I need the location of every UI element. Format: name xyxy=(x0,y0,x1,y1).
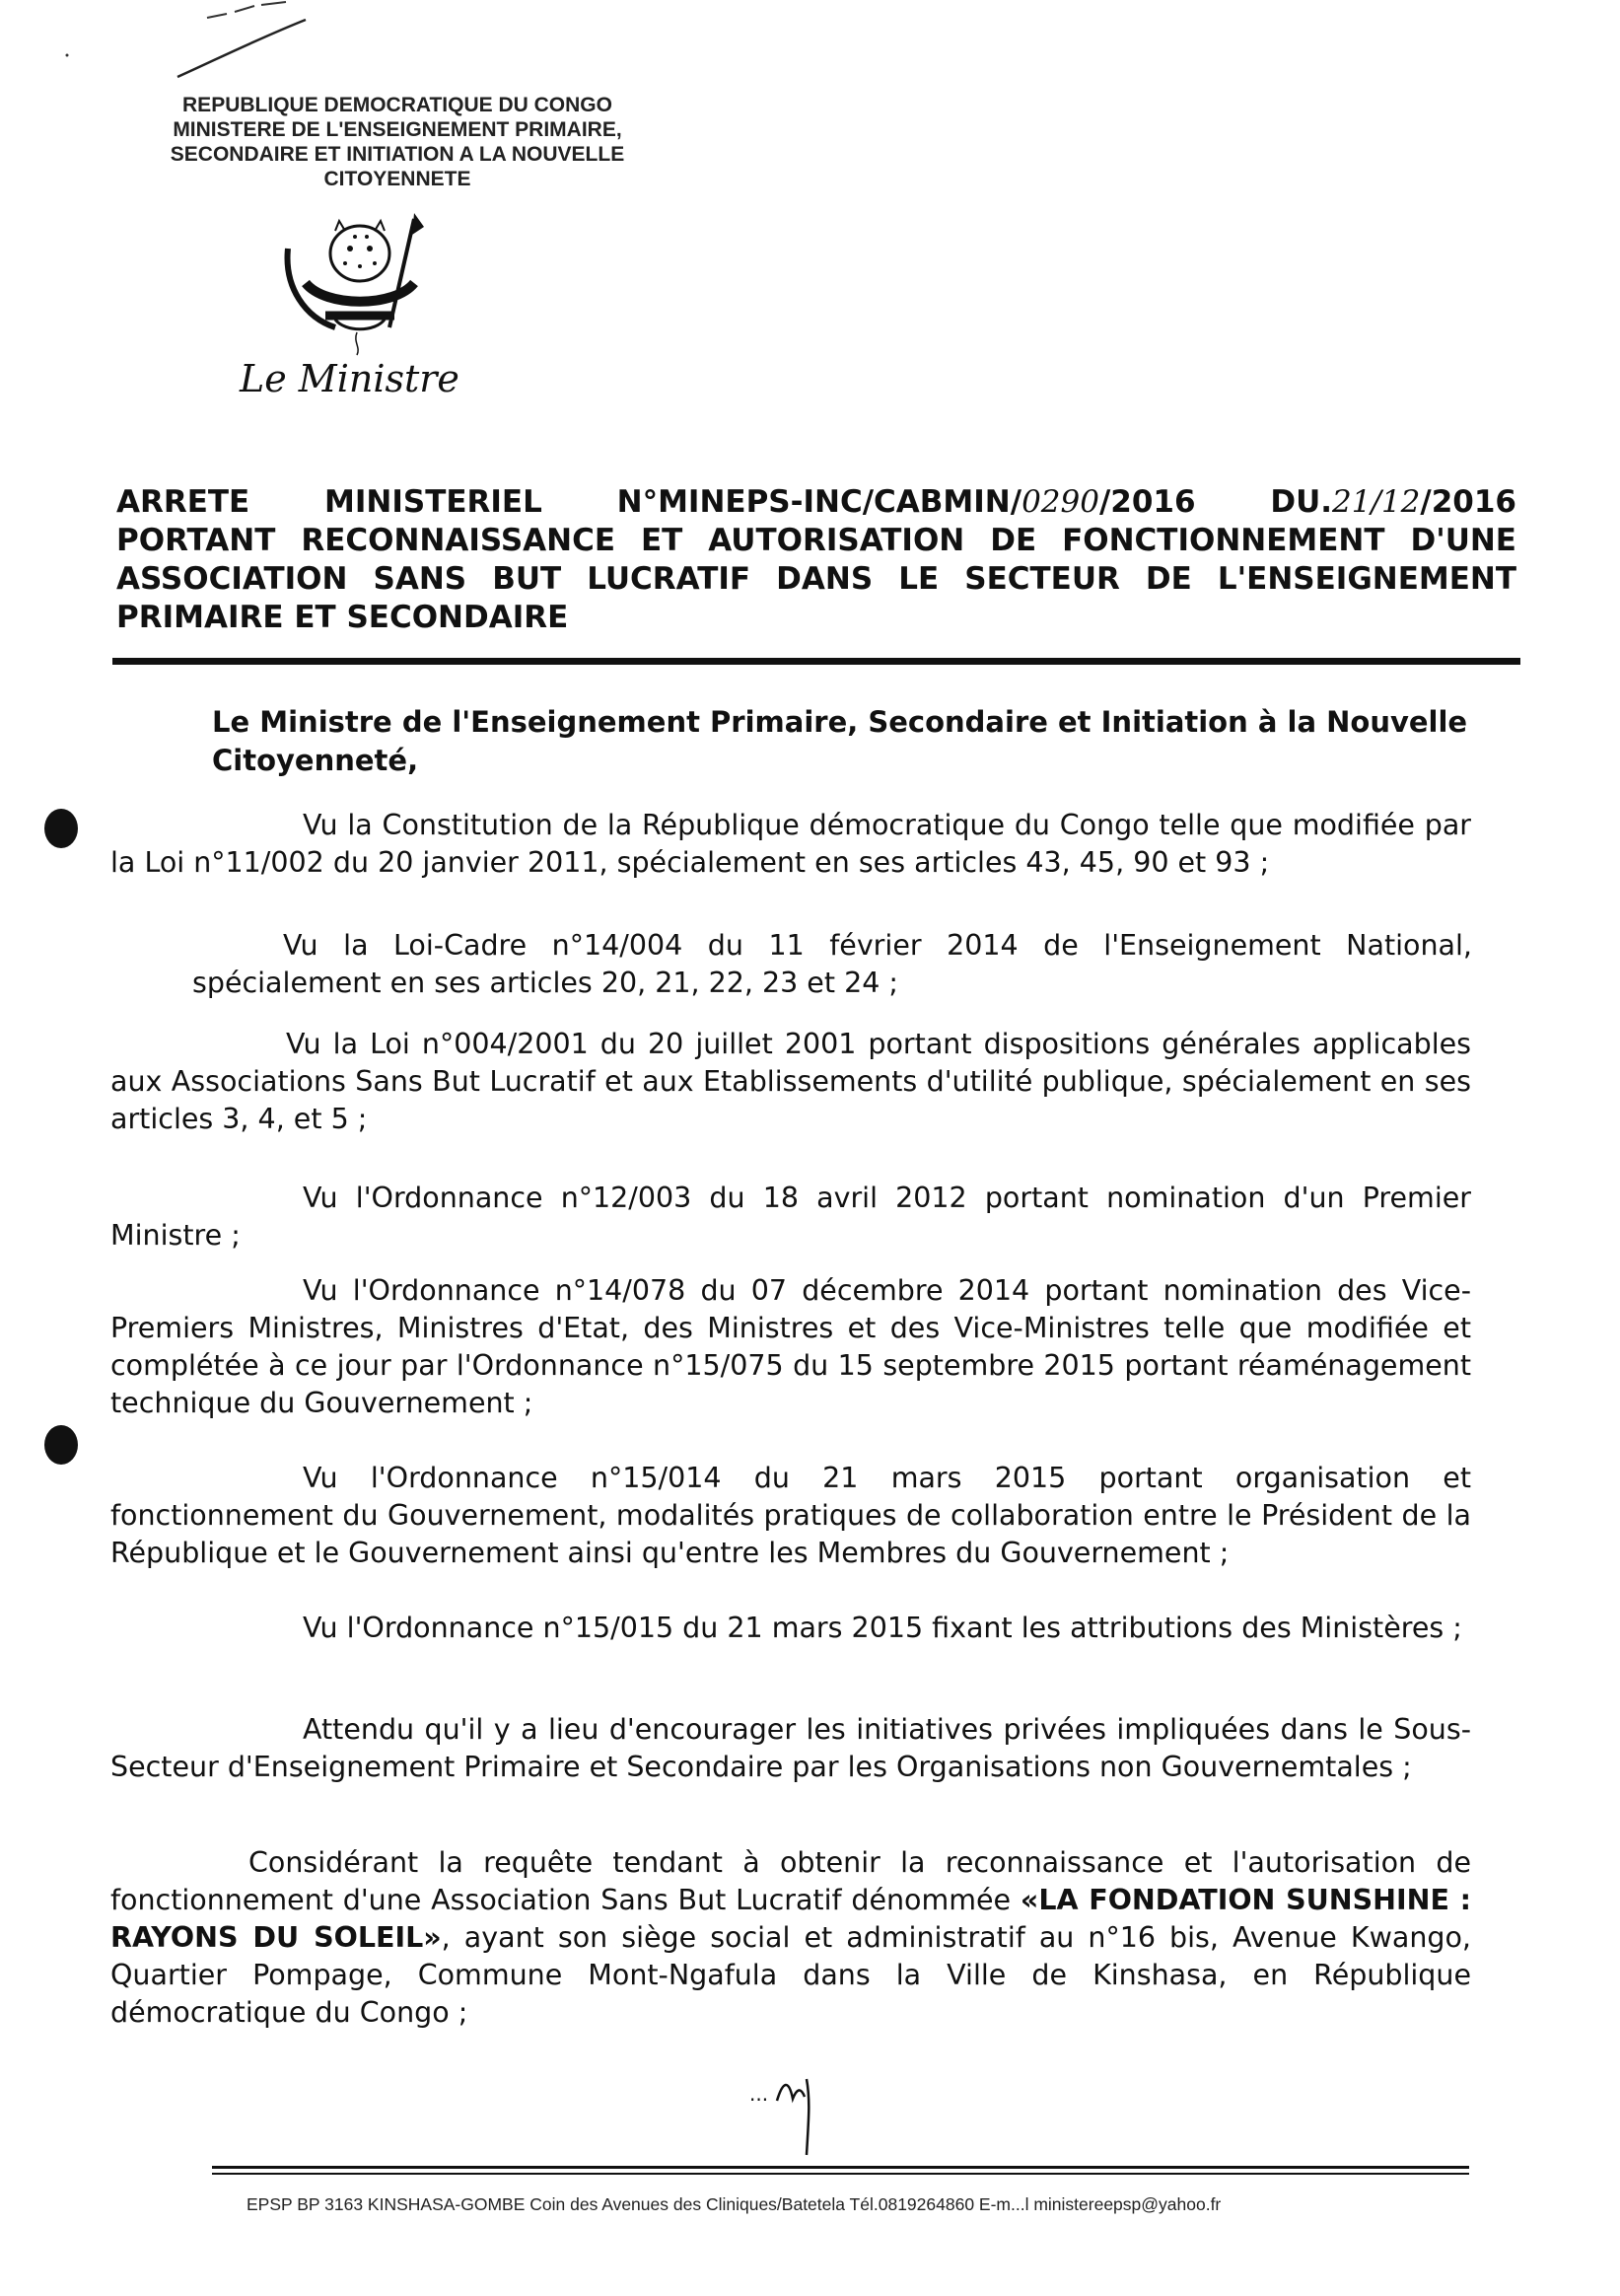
title-line-3 xyxy=(116,560,1516,599)
paragraph-considerant-text-b: , ayant son siège social et administratif au n°16 bis, Avenue Kwango, Quartier Pompage, Commune Mont-Ngafula dans la Ville de Kinshasa, en République démocratique du Congo ; xyxy=(110,1921,1471,2029)
title-line-1 xyxy=(116,483,1516,522)
handwritten-day: 21 xyxy=(1332,484,1372,520)
decree-date xyxy=(1270,483,1516,522)
header-line-2: MINISTERE DE L'ENSEIGNEMENT PRIMAIRE, xyxy=(173,118,622,141)
paragraph-loi-asbl xyxy=(110,1026,1471,1138)
paragraph-ordonnance-premier-ministre xyxy=(110,1180,1471,1255)
paragraph-ordonnance-attributions xyxy=(110,1610,1471,1647)
decree-number-prefix: N°MINEPS-INC/CABMIN/ xyxy=(616,484,1022,520)
footer-address: EPSP BP 3163 KINSHASA-GOMBE Coin des Avenues des Cliniques/Batetela Tél.0819264860 E-m...l ministereepsp@yahoo.fr xyxy=(247,2194,1222,2214)
header-line-4: CITOYENNETE xyxy=(323,168,471,190)
title-line-4: PRIMAIRE ET SECONDAIRE xyxy=(116,600,569,635)
paragraph-loi-asbl-text: Vu la Loi n°004/2001 du 20 juillet 2001 portant dispositions générales applicables aux Associations Sans But Lucratif et aux Etablissements d'utilité publique, spécialement en ses articles 3, 4, et 5 ; xyxy=(110,1028,1471,1135)
title-word-arrete: ARRETE xyxy=(116,484,250,520)
decree-title xyxy=(116,483,1516,637)
title-divider xyxy=(112,658,1520,665)
title-word-ministeriel: MINISTERIEL xyxy=(324,484,542,520)
header-line-1: REPUBLIQUE DEMOCRATIQUE DU CONGO xyxy=(182,94,612,116)
footer-rule-bottom xyxy=(212,2173,1469,2175)
handwritten-date-separator: / xyxy=(1371,484,1381,520)
minister-heading: Le Ministre de l'Enseignement Primaire, Secondaire et Initiation à la Nouvelle Citoyenneté, xyxy=(212,705,1468,777)
paraph-initials xyxy=(749,2061,838,2160)
footer-rule-top xyxy=(212,2166,1469,2169)
paragraph-loi-cadre xyxy=(192,927,1472,1002)
coat-of-arms-emblem xyxy=(266,209,454,357)
decree-number-suffix: /2016 xyxy=(1098,484,1196,520)
paragraph-ordonnance-organisation xyxy=(110,1460,1471,1572)
title-line-2-text: PORTANT RECONNAISSANCE ET AUTORISATION DE FONCTIONNEMENT D'UNE xyxy=(116,523,1516,558)
paragraph-considerant xyxy=(110,1844,1471,2032)
punch-hole-bottom xyxy=(44,1425,78,1465)
paragraph-ordonnance-gouvernement xyxy=(110,1272,1471,1422)
paragraph-ordonnance-attributions-text: Vu l'Ordonnance n°15/015 du 21 mars 2015 fixant les attributions des Ministères ; xyxy=(303,1612,1462,1644)
paragraph-loi-cadre-text: Vu la Loi-Cadre n°14/004 du 11 février 2014 de l'Enseignement National, spécialement en ses articles 20, 21, 22, 23 et 24 ; xyxy=(192,929,1472,999)
title-line-3-text: ASSOCIATION SANS BUT LUCRATIF DANS LE SECTEUR DE L'ENSEIGNEMENT xyxy=(116,561,1516,597)
paraph-dots: ... xyxy=(749,2082,769,2106)
title-line-2 xyxy=(116,522,1516,560)
handwritten-number: 0290 xyxy=(1021,484,1099,520)
decree-number xyxy=(617,483,1196,522)
decree-date-suffix: /2016 xyxy=(1420,484,1516,520)
foundation-name: «LA FONDATION SUNSHINE : RAYONS DU SOLEIL» xyxy=(110,1884,1471,1954)
decree-date-prefix: DU. xyxy=(1270,484,1333,520)
signature-title: Le Ministre xyxy=(240,357,459,400)
paragraph-attendu-text: Attendu qu'il y a lieu d'encourager les initiatives privées impliquées dans le Sous-Secteur d'Enseignement Primaire et Secondaire par les Organisations non Gouvernemtales ; xyxy=(110,1713,1471,1783)
paragraph-ordonnance-gouvernement-text: Vu l'Ordonnance n°14/078 du 07 décembre 2014 portant nomination des Vice-Premiers Ministres, Ministres d'Etat, des Ministres et des Vice-Ministres telle que modifiée et complétée à ce jour par l'Ordonnance n°15/075 du 15 septembre 2015 portant réaménagement technique du Gouvernement ; xyxy=(110,1274,1471,1419)
paragraph-attendu xyxy=(110,1711,1471,1786)
header-line-3: SECONDAIRE ET INITIATION A LA NOUVELLE xyxy=(170,143,625,166)
letterhead xyxy=(116,93,678,191)
handwritten-month: 12 xyxy=(1380,484,1421,520)
paragraph-ordonnance-premier-ministre-text: Vu l'Ordonnance n°12/003 du 18 avril 2012 portant nomination d'un Premier Ministre ; xyxy=(110,1182,1471,1252)
punch-hole-top xyxy=(44,809,78,848)
paragraph-constitution-text: Vu la Constitution de la République démocratique du Congo telle que modifiée par la Loi n°11/002 du 20 janvier 2011, spécialement en ses articles 43, 45, 90 et 93 ; xyxy=(110,809,1471,879)
paragraph-ordonnance-organisation-text: Vu l'Ordonnance n°15/014 du 21 mars 2015 portant organisation et fonctionnement du Gouvernement, modalités pratiques de collaboration entre le Président de la République et le Gouvernement ainsi qu'entre les Membres du Gouvernement ; xyxy=(110,1462,1471,1569)
paragraph-constitution xyxy=(110,807,1471,882)
scribble-mark xyxy=(59,0,316,89)
paragraph-considerant-text-a: Considérant la requête tendant à obtenir la reconnaissance et l'autorisation de fonctionnement d'une Association Sans But Lucratif dénommée xyxy=(110,1846,1471,1916)
